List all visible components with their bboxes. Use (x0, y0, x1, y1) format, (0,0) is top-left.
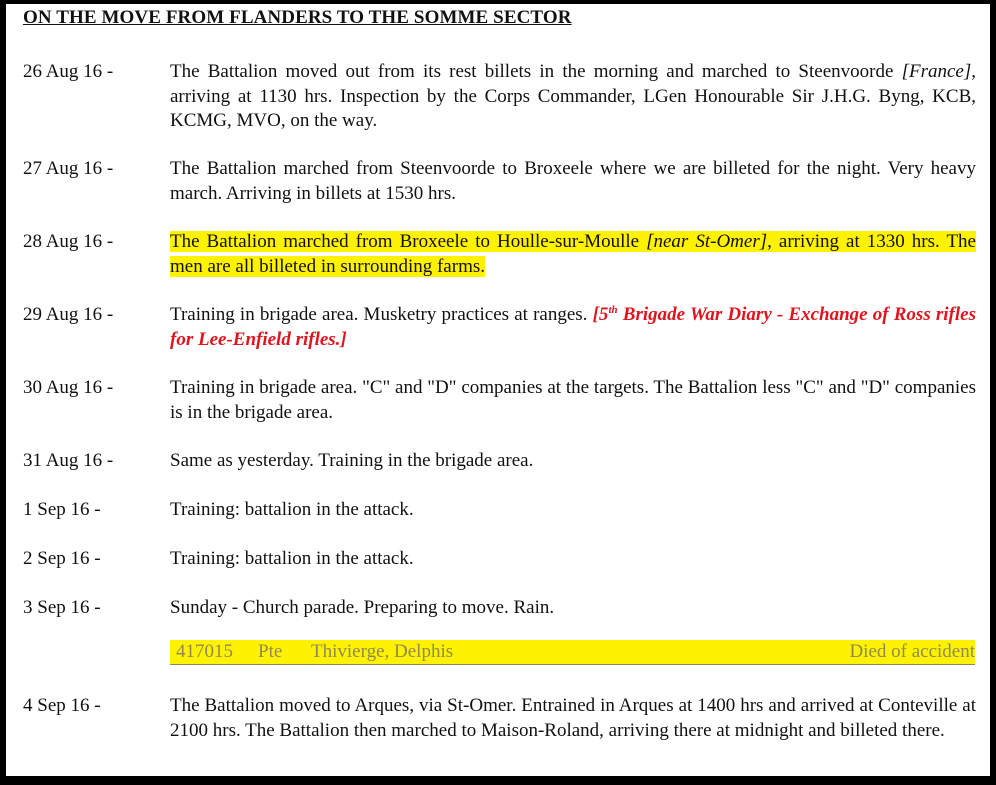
entry-text: Training: battalion in the attack. (170, 548, 414, 569)
entry-date: 29 Aug 16 - (23, 304, 114, 325)
entry-text: Training in brigade area. "C" and "D" companies at the targets. The Battalion less "C" and "D" companies is in the brigade area. (170, 377, 976, 423)
casualty-status: Died of accident (849, 641, 975, 662)
entry-text: The Battalion moved out from its rest billets in the morning and marched to Steenvoorde [France], arriving at 1130 hrs. Inspection by the Corps Commander, LGen Honourable Sir J.H.G. Byng, KCB, KCMG, MVO, on the way. (170, 61, 976, 131)
entry-text: Same as yesterday. Training in the brigade area. (170, 450, 534, 471)
casualty-name: Thivierge, Delphis (311, 641, 454, 662)
entry-date: 4 Sep 16 - (23, 695, 101, 716)
war-diary-note: [5th Brigade War Diary - Exchange of Ross rifles for Lee-Enfield rifles.] (170, 304, 976, 350)
entry-date: 30 Aug 16 - (23, 377, 114, 398)
entry-date: 28 Aug 16 - (23, 231, 114, 252)
entry-date: 3 Sep 16 - (23, 597, 101, 618)
entry-text: The Battalion moved to Arques, via St-Omer. Entrained in Arques at 1400 hrs and arrived at Conteville at 2100 hrs. The Battalion then marched to Maison-Roland, arriving there at midnight and billeted there. (170, 695, 976, 741)
page-title: ON THE MOVE FROM FLANDERS TO THE SOMME SECTOR (23, 7, 572, 28)
entry-text: The Battalion marched from Broxeele to Houlle-sur-Moulle [near St-Omer], arriving at 1330 hrs. The men are all billeted in surrounding farms. (170, 231, 976, 277)
entry-date: 2 Sep 16 - (23, 548, 101, 569)
entry-date: 31 Aug 16 - (23, 450, 114, 471)
casualty-number: 417015 (176, 641, 233, 662)
entry-text: Training: battalion in the attack. (170, 499, 414, 520)
casualty-rank: Pte (258, 641, 283, 662)
entry-date: 1 Sep 16 - (23, 499, 101, 520)
diary-page (6, 4, 990, 776)
entry-date: 27 Aug 16 - (23, 158, 114, 179)
entry-text: The Battalion marched from Steenvoorde to Broxeele where we are billeted for the night. Very heavy march. Arriving in billets at 1530 hrs. (170, 158, 976, 204)
casualty-row (170, 640, 975, 665)
entry-text: Sunday - Church parade. Preparing to move. Rain. (170, 597, 555, 618)
margin-marker (0, 640, 3, 664)
entry-text: Training in brigade area. Musketry practices at ranges. [5th Brigade War Diary - Exchange of Ross rifles for Lee-Enfield rifles.] (170, 304, 976, 350)
entry-date: 26 Aug 16 - (23, 61, 114, 82)
